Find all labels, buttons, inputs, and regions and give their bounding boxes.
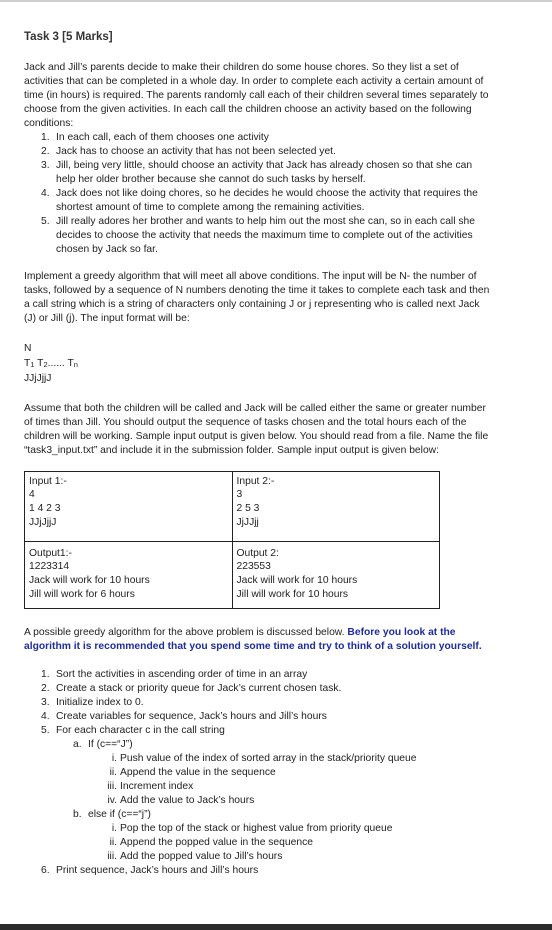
list-item (24, 131, 494, 145)
list-item: ii. Append the popped value in the sequence (109, 836, 313, 848)
sample-input-1: Input 1:- 4 1 4 2 3 JJjJjjJ (25, 471, 233, 541)
list-item: 6. Print sequence, Jack’s hours and Jill’s hours (41, 864, 259, 876)
algorithm-substeps-a (24, 738, 494, 752)
list-number: 3. (41, 160, 50, 171)
assumption-paragraph: Assume that both the children will be called and Jack will be called either the same or greater number of times than Jill. You should output the sequence of tasks chosen and the total hours each of the children will be working. Sample input output is given below. You should read from a file. Name the file “task3_input.txt” and include it in the submission folder. Sample input output is given below: (24, 402, 489, 456)
list-number: 5. (41, 216, 50, 227)
list-item: 2. Create a stack or priority queue for Jack’s current chosen task. (41, 682, 342, 694)
list-text: Jill really adores her brother and wants to help him out the most she can, so in each call she decides to choose the activity that needs the maximum time to complete out of the activities chosen by Jack so far. (56, 216, 475, 255)
list-item: a. If (c==“J”) (73, 738, 133, 750)
format-line-n: N (24, 343, 32, 354)
list-text: Jack does not like doing chores, so he decides he would choose the activity that requires the shortest amount of time to complete among the remaining activities. (56, 188, 478, 213)
algorithm-final-step (24, 864, 494, 878)
algorithm-intro: A possible greedy algorithm for the above problem is discussed below. Before you look at the algorithm it is recommended that you spend some time and try to think of a solution yourself. (24, 626, 482, 652)
list-item: iv. Add the value to Jack’s hours (107, 794, 255, 806)
intro-paragraph: Jack and Jill’s parents decide to make their children do some house chores. So they list a set of activities that can be completed in a whole day. In order to complete each activity a certain amount of time (in hours) is required. The parents randomly call each of their children several times separately to choose from the given activities. In each call the children choose an activity based on the following conditions: (24, 62, 489, 129)
sample-output-1: Output1:- 1223314 Jack will work for 10 hours Jill will work for 6 hours (25, 541, 233, 608)
list-item: ii. Append the value in the sequence (109, 766, 276, 778)
top-divider (0, 0, 552, 2)
list-item: 4. Create variables for sequence, Jack’s hours and Jill’s hours (41, 710, 327, 722)
table-row (25, 471, 440, 541)
list-item: i. Push value of the index of sorted array in the stack/priority queue (111, 752, 417, 764)
list-item (24, 159, 494, 187)
list-item: iii. Increment index (107, 780, 194, 792)
algorithm-note: Before you look at the algorithm it is recommended that you spend some time and try to think of a solution yourself. (24, 626, 482, 652)
list-item: 5. For each character c in the call string (41, 724, 225, 736)
list-text: Jill, being very little, should choose an activity that Jack has already chosen so that she can help her older brother because she cannot do such tasks by herself. (56, 160, 473, 185)
list-text: Jack has to choose an activity that has not been selected yet. (56, 146, 336, 157)
list-item: b. else if (c==“j”) (73, 808, 151, 820)
bottom-bar (0, 924, 552, 930)
list-number: 4. (41, 188, 50, 199)
algorithm-substeps-b-items (24, 822, 494, 864)
implementation-paragraph: Implement a greedy algorithm that will meet all above conditions. The input will be N- the number of tasks, followed by a sequence of N numbers denoting the time it takes to complete each task and then a call string which is a string of characters only containing J or j representing who is called next Jack (J) or Jill (j). The input format will be: (24, 271, 490, 324)
list-item (24, 187, 494, 215)
algorithm-substeps-a-items (24, 752, 494, 808)
list-item: i. Pop the top of the stack or highest value from priority queue (111, 822, 393, 834)
list-item: iii. Add the popped value to Jill’s hours (107, 850, 283, 862)
list-item (24, 215, 494, 257)
list-item: 1. Sort the activities in ascending order of time in an array (41, 668, 308, 680)
sample-output-2: Output 2: 223553 Jack will work for 10 hours Jill will work for 10 hours (232, 541, 440, 608)
table-row (25, 541, 440, 608)
list-number: 2. (41, 146, 50, 157)
algorithm-steps (24, 668, 494, 738)
sample-input-2: Input 2:- 3 2 5 3 JjJJjj (232, 471, 440, 541)
format-line-times: T1 T2...... Tn (24, 357, 78, 369)
conditions-list (24, 131, 494, 257)
list-item: 3. Initialize index to 0. (41, 696, 144, 708)
list-number: 1. (41, 132, 50, 143)
sample-io-table (24, 471, 440, 609)
task-title: Task 3 [5 Marks] (24, 31, 113, 43)
input-format-block (24, 342, 494, 387)
list-item (24, 145, 494, 159)
algorithm-substeps-b (24, 808, 494, 822)
list-text: In each call, each of them chooses one activity (56, 132, 269, 143)
format-line-calls: JJjJjjJ (24, 373, 52, 384)
document-page (24, 30, 494, 878)
